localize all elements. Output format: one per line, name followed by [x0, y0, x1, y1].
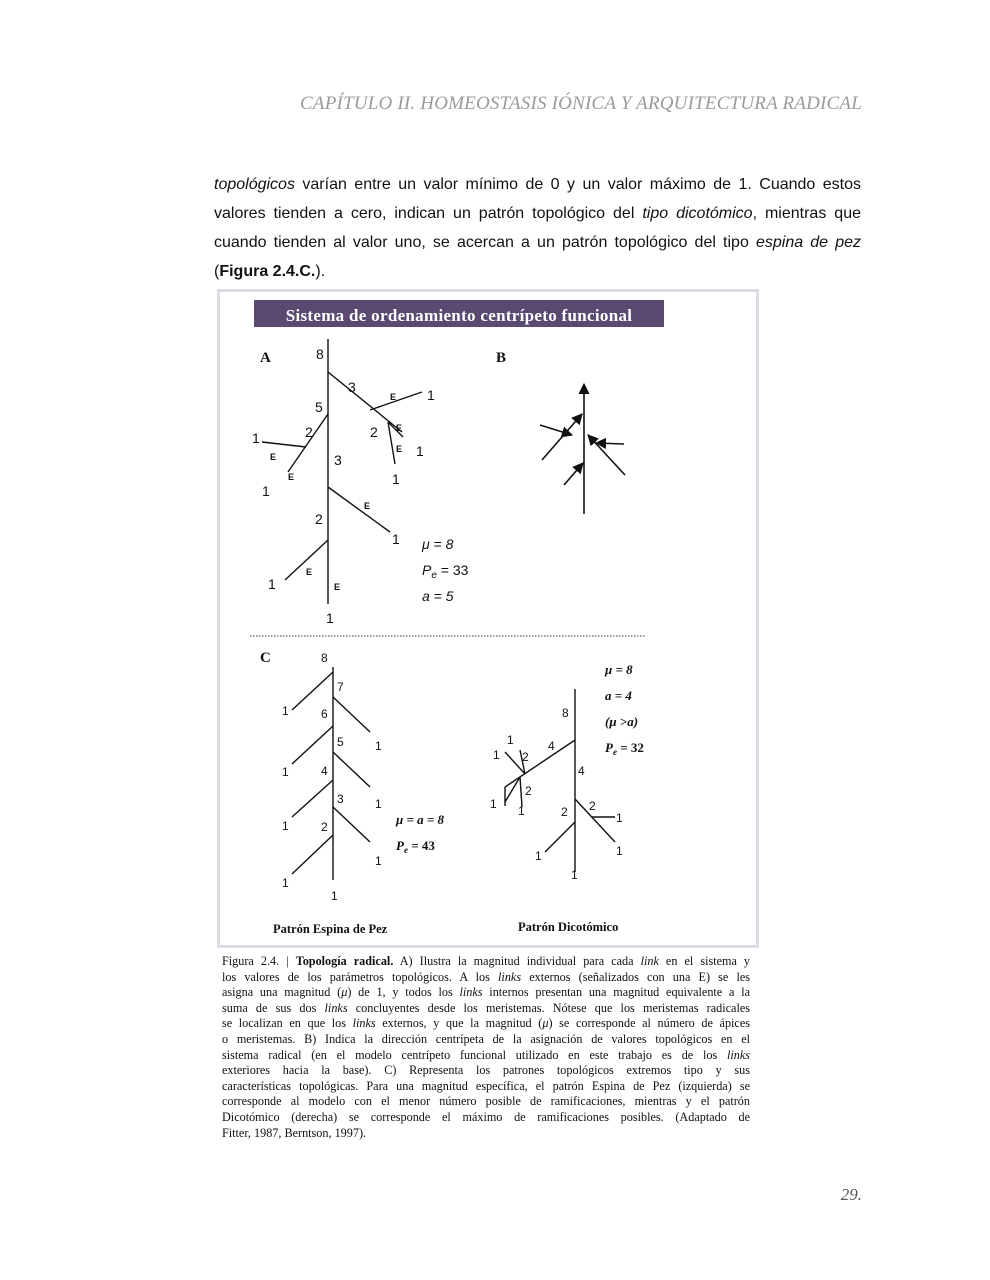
magnitude-label: 1 — [262, 483, 270, 499]
external-marker: E — [334, 582, 341, 592]
panel-a-letter: A — [260, 350, 271, 366]
figure-drawing — [220, 292, 756, 945]
magnitude-label: 1 — [518, 804, 525, 818]
panel-c-right-caption: Patrón Dicotómico — [518, 920, 619, 934]
intro-paragraph — [214, 170, 861, 286]
caption-line: Dicotómico (derecha) se corresponde el máximo de ramificaciones posibles. (Adaptado de — [222, 1109, 750, 1124]
figure-reference: Figura 2.4.C. — [219, 263, 316, 280]
magnitude-label: 2 — [305, 424, 313, 440]
panel-c-right-relation: (μ >a) — [605, 714, 639, 729]
panel-c-left-caption: Patrón Espina de Pez — [273, 922, 388, 936]
intro-term-dicotomico: tipo dicotómico — [642, 205, 753, 222]
panel-c-right-mu: μ = 8 — [605, 662, 633, 677]
magnitude-label: 1 — [282, 876, 289, 890]
magnitude-label: 2 — [522, 750, 529, 764]
panel-a-a: a = 5 — [422, 588, 454, 604]
external-marker: E — [288, 472, 295, 482]
magnitude-label: 1 — [616, 844, 623, 858]
magnitude-label: 1 — [392, 531, 400, 547]
external-marker: E — [364, 501, 371, 511]
magnitude-label: 3 — [337, 792, 344, 806]
panel-a-mu: μ = 8 — [422, 536, 454, 552]
magnitude-label: 1 — [375, 739, 382, 753]
external-marker: E — [390, 392, 397, 402]
external-marker: E — [270, 452, 277, 462]
magnitude-label: 8 — [321, 651, 328, 665]
panel-a-branch — [328, 487, 390, 532]
magnitude-label: 4 — [548, 739, 555, 753]
magnitude-label: 2 — [589, 799, 596, 813]
intro-text: varían entre un valor mínimo de 0 y un valor máximo de 1. Cuando estos — [294, 176, 861, 193]
caption-line: Fitter, 1987, Berntson, 1997). — [222, 1125, 367, 1140]
figure-title: Sistema de ordenamiento centrípeto funcional — [254, 300, 664, 327]
magnitude-label: 1 — [490, 797, 497, 811]
intro-term-topologicos: topológicos — [214, 176, 295, 193]
panel-a-branch — [288, 414, 328, 472]
magnitude-label: 7 — [337, 680, 344, 694]
panel-c-left-pe: $P_e = 43$ — [396, 838, 435, 855]
magnitude-label: 8 — [316, 346, 324, 362]
magnitude-label: 6 — [321, 707, 328, 721]
magnitude-label: 2 — [370, 424, 378, 440]
caption-line: sistema radical (en el modelo centrípeto funcional utilizado en este trabajo es de los links — [222, 1047, 750, 1062]
intro-line-1 — [214, 170, 861, 199]
panel-c-left-numbers — [282, 651, 382, 903]
intro-text: ( — [214, 263, 220, 280]
magnitude-label: 1 — [416, 443, 424, 459]
external-marker: E — [396, 444, 403, 454]
magnitude-label: 2 — [525, 784, 532, 798]
intro-text: valores tienden a cero, indican un patrón topológico del — [214, 205, 643, 222]
running-header: CAPÍTULO II. HOMEOSTASIS IÓNICA Y ARQUITECTURA RADICAL — [300, 93, 862, 114]
caption-line: características topológicas. Para una magnitud específica, el patrón Espina de Pez (izquierda) se — [222, 1078, 750, 1093]
panel-c-left-mu-a: μ = a = 8 — [396, 812, 445, 827]
panel-c-right-pe: $P_e = 32$ — [605, 740, 644, 757]
magnitude-label: 2 — [321, 820, 328, 834]
magnitude-label: 1 — [326, 610, 334, 626]
magnitude-label: 1 — [616, 811, 623, 825]
caption-line: se localizan en que los links externos, y que la magnitud (μ) se corresponde al número de ápices — [222, 1016, 750, 1031]
panel-b-branch-arrow — [588, 435, 625, 475]
external-marker: E — [396, 423, 403, 433]
panel-a-pe: $P_e = 33$ — [422, 562, 469, 581]
panel-b-branch-arrow — [542, 414, 582, 460]
magnitude-label: 1 — [535, 849, 542, 863]
magnitude-label: 1 — [375, 854, 382, 868]
magnitude-label: 1 — [493, 748, 500, 762]
panel-b-letter: B — [496, 350, 507, 366]
panel-c-right-tree — [505, 689, 615, 872]
magnitude-label: 5 — [337, 735, 344, 749]
magnitude-label: 1 — [282, 704, 289, 718]
magnitude-label: 2 — [561, 805, 568, 819]
panel-c-letter: C — [260, 650, 271, 666]
caption-line: corresponde al modelo con el menor número posible de ramificaciones, mientras y el patrón — [222, 1094, 750, 1109]
magnitude-label: 1 — [427, 387, 435, 403]
magnitude-label: 1 — [252, 430, 260, 446]
intro-term-espina: espina de pez — [755, 234, 861, 251]
caption-line: los valores de los parámetros topológicos. A los links externos (señalizados con una E) se les — [222, 969, 750, 984]
intro-line-4 — [214, 257, 861, 286]
magnitude-label: 2 — [315, 511, 323, 527]
panel-c-left-tree — [292, 667, 370, 880]
magnitude-label: 1 — [571, 868, 578, 882]
figure-caption — [222, 954, 750, 1141]
caption-line: suma de sus dos links concluyentes desde los meristemas. Nótese que los meristemas radicales — [222, 1000, 750, 1015]
panel-a-branch — [262, 442, 306, 447]
panel-c-right-a: a = 4 — [605, 688, 632, 703]
panel-a-branch — [328, 372, 402, 432]
intro-text: ). — [315, 263, 326, 280]
caption-line: Figura 2.4. | Topología radical. A) Ilustra la magnitud individual para cada link en el sistema y — [222, 954, 751, 968]
magnitude-label: 3 — [334, 452, 342, 468]
magnitude-label: 1 — [282, 819, 289, 833]
magnitude-label: 1 — [282, 765, 289, 779]
figure-2-4 — [217, 289, 759, 948]
intro-line-2 — [214, 199, 861, 228]
page-number: 29. — [840, 1185, 862, 1204]
magnitude-label: 1 — [331, 889, 338, 903]
magnitude-label: 5 — [315, 399, 323, 415]
magnitude-label: 1 — [507, 733, 514, 747]
panel-a-labels — [252, 346, 469, 626]
caption-line: asigna una magnitud (μ) de 1, y todos los links internos presentan una magnitud equivalente a la — [222, 985, 750, 1000]
caption-line: exteriores hacia la base). C) Representa los patrones topológicos extremos tipo y sus — [222, 1063, 750, 1078]
intro-text: , mientras que — [752, 205, 861, 222]
magnitude-label: 1 — [392, 471, 400, 487]
panel-b — [496, 350, 625, 514]
external-marker: E — [306, 567, 313, 577]
magnitude-label: 4 — [321, 764, 328, 778]
intro-line-3 — [214, 228, 861, 257]
magnitude-label: 1 — [268, 576, 276, 592]
panel-b-branch-arrow — [564, 463, 583, 485]
magnitude-label: 1 — [375, 797, 382, 811]
magnitude-label: 4 — [578, 764, 585, 778]
intro-text: cuando tienden al valor uno, se acercan a un patrón topológico del tipo — [214, 234, 756, 251]
magnitude-label: 8 — [562, 706, 569, 720]
magnitude-label: 3 — [348, 379, 356, 395]
caption-line: o meristemas. B) Indica la dirección centrípeta de la asignación de valores topológicos en el — [222, 1031, 750, 1046]
panel-b-inflow-arrow — [596, 443, 624, 444]
